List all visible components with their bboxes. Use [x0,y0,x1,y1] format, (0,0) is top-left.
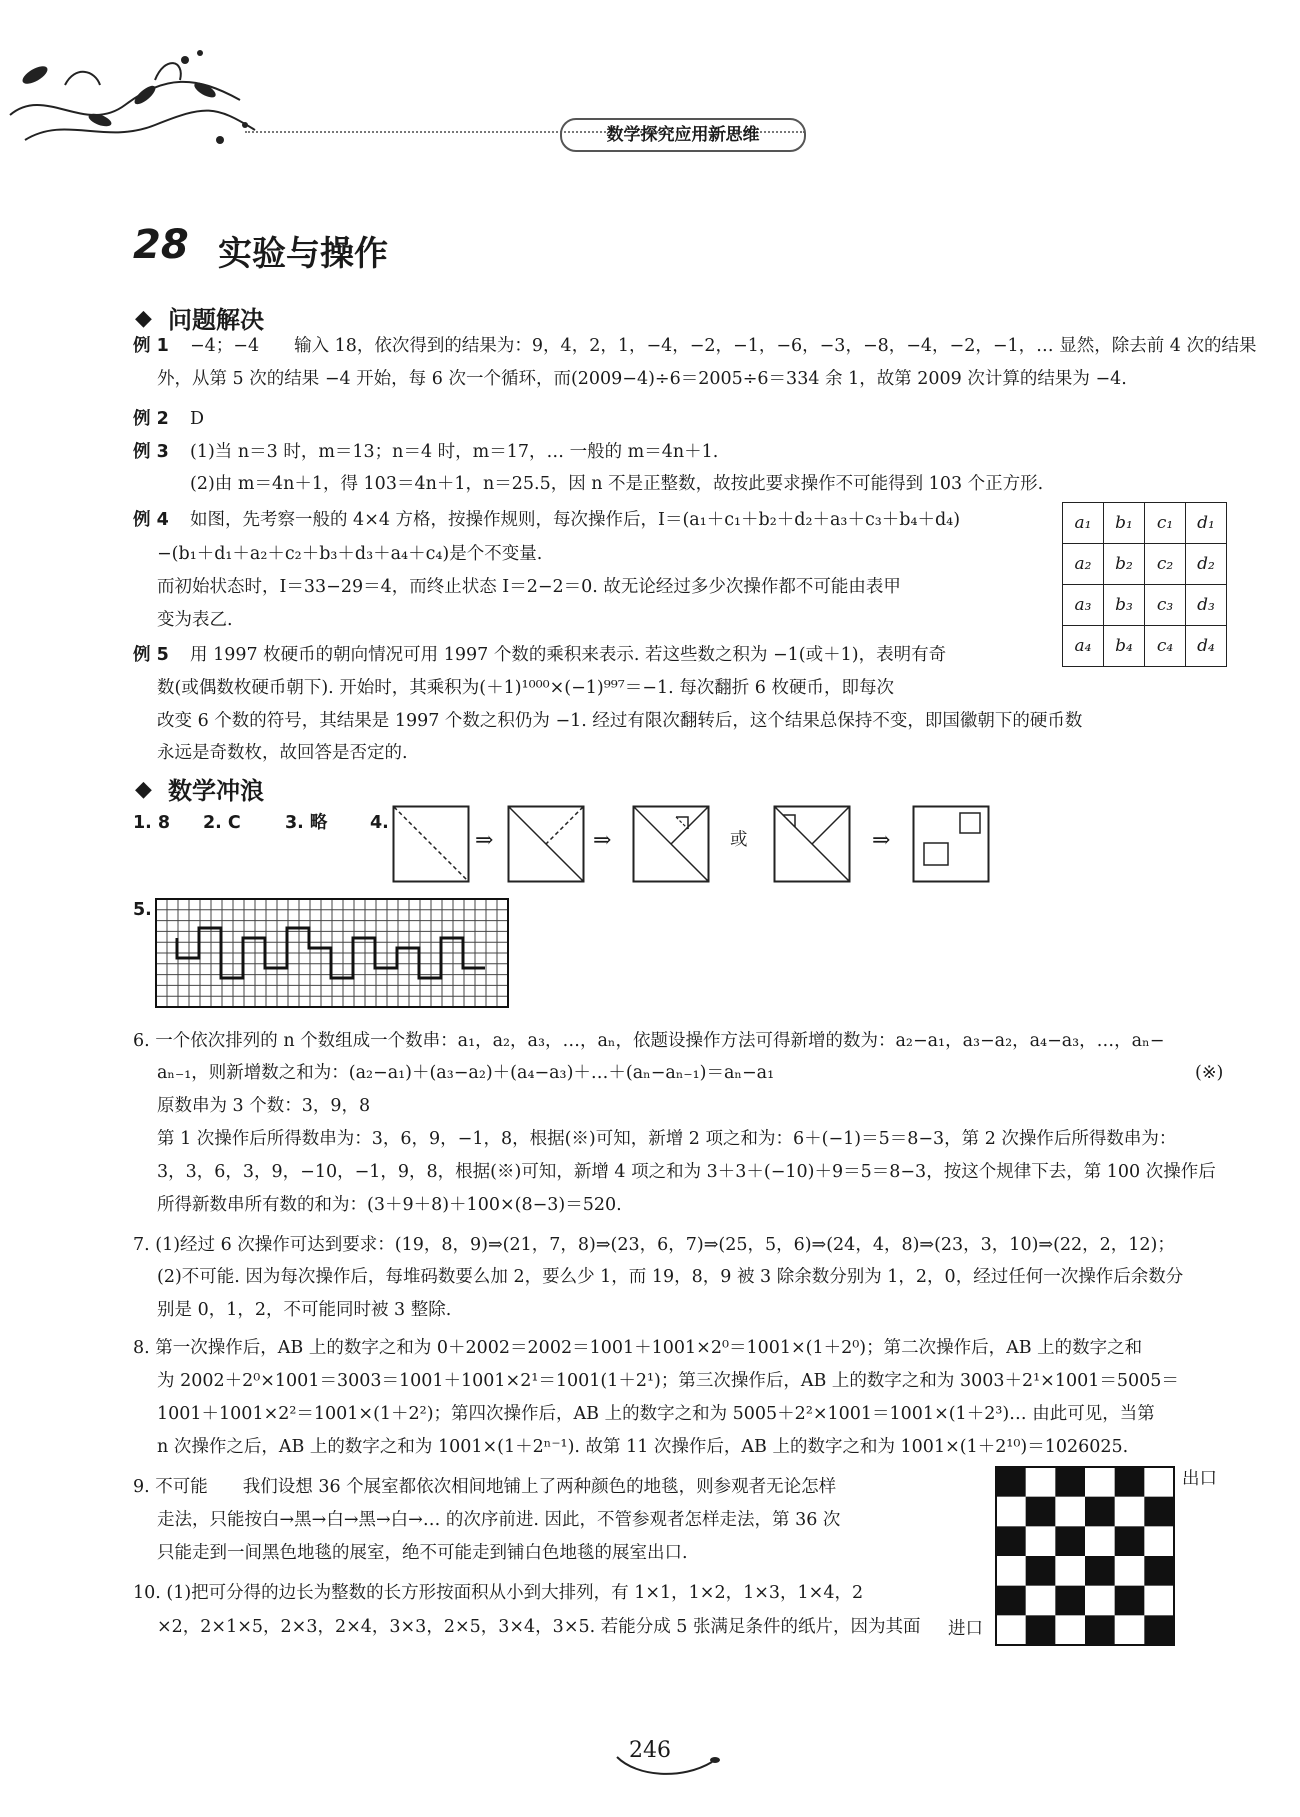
checker-square [996,1526,1026,1556]
checker-square [1026,1497,1056,1527]
ex3-line2: (2)由 m＝4n＋1，得 103＝4n＋1，n＝25.5，因 n 不是正整数，故按此要求操作不可能得到 103 个正方形. [190,474,1044,494]
fold-diagram-4 [773,805,851,883]
q6-line3: 原数串为 3 个数：3，9，8 [157,1096,371,1116]
checker-square [1115,1467,1145,1497]
ex1-label: 例 1 [133,336,169,356]
header-badge: 数学探究应用新思维 [560,118,806,152]
heading-math-wave: 数学冲浪 [168,777,264,805]
grid-cell: a₁ [1063,503,1104,544]
grid-cell: d₄ [1186,626,1227,667]
checker-square [1055,1467,1085,1497]
ex4-line1: 如图，先考察一般的 4×4 方格，按操作规则，每次操作后，I＝(a₁＋c₁＋b₂＋d₂＋a₃＋c₃＋b₄＋d₄) [190,510,961,530]
q6-line2: aₙ₋₁，则新增数之和为：(a₂−a₁)＋(a₃−a₂)＋(a₄−a₃)＋…＋(aₙ−aₙ₋₁)＝aₙ−a₁ [157,1063,775,1083]
checker-square [996,1467,1026,1497]
ex4-line2: −(b₁＋d₁＋a₂＋c₂＋b₃＋d₃＋a₄＋c₄)是个不变量. [157,544,543,564]
page-number-swash-icon [612,1752,722,1782]
ex5-label: 例 5 [133,645,169,665]
fold-diagram-2 [507,805,585,883]
ex2-label: 例 2 [133,409,169,429]
grid-cell: d₂ [1186,544,1227,585]
floral-ornament-icon [5,45,265,155]
variable-grid [1062,502,1227,667]
diamond-bullet-icon: ◆ [135,306,152,331]
ex5-line2: 数(或偶数枚硬币朝下). 开始时，其乘积为(＋1)¹⁰⁰⁰×(−1)⁹⁹⁷＝−1. 每次翻折 6 枚硬币，即每次 [157,678,894,698]
ex3-label: 例 3 [133,442,169,462]
ex4-label: 例 4 [133,510,169,530]
q6-line4: 第 1 次操作后所得数串为：3，6，9，−1，8，根据(※)可知，新增 2 项之和为：6＋(−1)＝5＝8−3，第 2 次操作后所得数串为： [157,1129,1177,1149]
fold-result-diagram [912,805,990,883]
grid-cell: c₄ [1145,626,1186,667]
checker-square [1115,1526,1145,1556]
grid-cell: b₁ [1104,503,1145,544]
q8-line2: 为 2002＋2⁰×1001＝3003＝1001＋1001×2¹＝1001(1＋2¹)；第三次操作后，AB 上的数字之和为 3003＋2¹×1001＝5005＝ [157,1371,1179,1391]
grid-cell: d₃ [1186,585,1227,626]
checkerboard-diagram [995,1466,1175,1646]
checker-square [996,1586,1026,1616]
grid-cell: b₂ [1104,544,1145,585]
q8-line4: n 次操作之后，AB 上的数字之和为 1001×(1＋2ⁿ⁻¹). 故第 11 次操作后，AB 上的数字之和为 1001×(1＋2¹⁰)＝1026025. [157,1437,1129,1457]
grid-cell: b₄ [1104,626,1145,667]
exit-label: 出口 [1182,1469,1217,1489]
checker-square [1055,1526,1085,1556]
checker-square [1144,1615,1174,1645]
q3-answer: 3. 略 [285,813,328,833]
ex5-line4: 永远是奇数枚，故回答是否定的. [157,743,408,763]
q7-line2: (2)不可能. 因为每次操作后，每堆码数要么加 2，要么少 1，而 19，8，9 被 3 除余数分别为 1，2，0，经过任何一次操作后余数分 [157,1267,1184,1287]
grid-cell: c₂ [1145,544,1186,585]
q6-mark: (※) [1195,1063,1224,1083]
ex4-line3: 而初始状态时，I＝33−29＝4，而终止状态 I＝2−2＝0. 故无论经过多少次操作都不可能由表甲 [157,577,901,597]
checker-square [1144,1556,1174,1586]
q6-line5: 3，3，6，3，9，−10，−1，9，8，根据(※)可知，新增 4 项之和为 3＋3＋(−10)＋9＝5＝8−3，按这个规律下去，第 100 次操作后 [157,1162,1216,1182]
q4-label: 4. [370,813,389,833]
q1-answer: 1. 8 [133,813,171,833]
q9-line1: 9. 不可能 我们设想 36 个展室都依次相间地铺上了两种颜色的地毯，则参观者无论怎样 [133,1477,837,1497]
q6-line1: 6. 一个依次排列的 n 个数组成一个数串：a₁，a₂，a₃，…，aₙ，依题设操作方法可得新增的数为：a₂−a₁，a₃−a₂，a₄−a₃，…，aₙ− [133,1031,1165,1051]
checker-square [1026,1615,1056,1645]
q9-line3: 只能走到一间黑色地毯的展室，绝不可能走到铺白色地毯的展室出口. [157,1543,688,1563]
checker-square [1115,1586,1145,1616]
heading-problem-solving: 问题解决 [168,306,264,334]
q7-line1: 7. (1)经过 6 次操作可达到要求：(19，8，9)⇒(21，7，8)⇒(23，6，7)⇒(25，5，6)⇒(24，4，8)⇒(23，3，10)⇒(22，2，12)； [133,1235,1175,1255]
grid-cell: d₁ [1186,503,1227,544]
grid-cell: a₂ [1063,544,1104,585]
grid-cell: c₃ [1145,585,1186,626]
fold-diagram-1 [392,805,470,883]
checker-square [1144,1497,1174,1527]
arrow-2: ⇒ [593,828,612,853]
ex5-line3: 改变 6 个数的符号，其结果是 1997 个数之积仍为 −1. 经过有限次翻转后，这个结果总保持不变，即国徽朝下的硬币数 [157,711,1083,731]
checker-square [1055,1586,1085,1616]
q9-line2: 走法，只能按白→黑→白→黑→白→… 的次序前进. 因此，不管参观者怎样走法，第 36 次 [157,1510,841,1530]
q7-line3: 别是 0，1，2，不可能同时被 3 整除. [157,1300,452,1320]
checker-square [1085,1615,1115,1645]
fold-diagram-3 [632,805,710,883]
q10-line2: ×2，2×1×5，2×3，2×4，3×3，2×5，3×4，3×5. 若能分成 5 张满足条件的纸片，因为其面 [157,1617,921,1637]
arrow-1: ⇒ [475,828,494,853]
q2-answer: 2. C [203,813,241,833]
grid-cell: a₃ [1063,585,1104,626]
arrow-3: ⇒ [872,828,891,853]
ex1-line2: 外，从第 5 次的结果 −4 开始，每 6 次一个循环，而(2009−4)÷6＝2005÷6＝334 余 1，故第 2009 次计算的结果为 −4. [157,369,1127,389]
grid-cell: b₃ [1104,585,1145,626]
diamond-bullet-icon: ◆ [135,777,152,802]
q8-line3: 1001＋1001×2²＝1001×(1＋2²)；第四次操作后，AB 上的数字之和为 5005＋2²×1001＝1001×(1＋2³)… 由此可见，当第 [157,1404,1155,1424]
q6-line6: 所得新数串所有数的和为：(3＋9＋8)＋100×(8−3)＝520. [157,1195,622,1215]
or-label: 或 [730,830,748,850]
grid-cell: a₄ [1063,626,1104,667]
ex5-line1: 用 1997 枚硬币的朝向情况可用 1997 个数的乘积来表示. 若这些数之积为 −1(或＋1)，表明有奇 [190,645,947,665]
checker-square [1085,1497,1115,1527]
section-title: 实验与操作 [218,234,388,274]
checker-square [1085,1556,1115,1586]
q5-label: 5. [133,900,152,920]
section-number: 28 [133,222,189,268]
ex4-line4: 变为表乙. [157,610,233,630]
grid-cell: c₁ [1145,503,1186,544]
q5-grid-path-diagram [155,898,511,1010]
checker-square [1026,1556,1056,1586]
q10-line1: 10. (1)把可分得的边长为整数的长方形按面积从小到大排列，有 1×1，1×2，1×3，1×4，2 [133,1583,864,1603]
ex3-line1: (1)当 n＝3 时，m＝13；n＝4 时，m＝17，… 一般的 m＝4n＋1. [190,442,719,462]
page-number: 246 [629,1738,671,1763]
q8-line1: 8. 第一次操作后，AB 上的数字之和为 0＋2002＝2002＝1001＋1001×2⁰＝1001×(1＋2⁰)；第二次操作后，AB 上的数字之和 [133,1338,1143,1358]
entrance-label: 进口 [948,1619,983,1639]
ex1-line1: −4；−4 输入 18，依次得到的结果为：9，4，2，1，−4，−2，−1，−6，−3，−8，−4，−2，−1，… 显然，除去前 4 次的结果 [190,336,1257,356]
ex2-line1: D [190,409,205,429]
